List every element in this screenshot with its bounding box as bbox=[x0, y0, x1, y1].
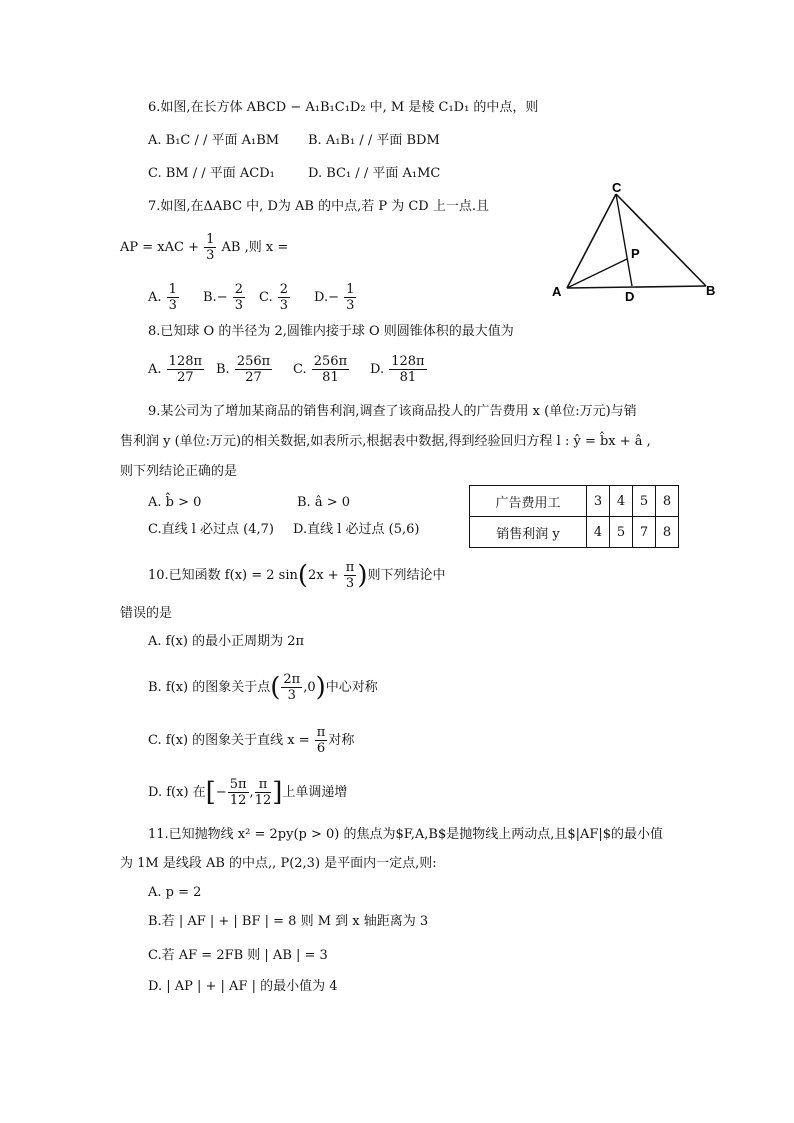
q10-option-a: A. f(x) 的最小正周期为 2π bbox=[148, 634, 305, 649]
q8-option-b: B. $\frac{256\pi}{27}$ bbox=[216, 354, 271, 385]
q10-option-c: C. f(x) 的图象关于直线 x = $\frac{\pi}{6}$ 对称 bbox=[148, 725, 355, 756]
q10-option-b: B. f(x) 的图象关于点( $\frac{2\pi}{3}$ ,0)中心对称 bbox=[148, 672, 378, 703]
table-row bbox=[470, 517, 679, 548]
table-cell: 8 bbox=[656, 486, 679, 517]
edge-ab bbox=[567, 286, 706, 288]
q8-option-c: C. $\frac{256\pi}{81}$ bbox=[293, 354, 348, 385]
q9-option-a: A. b̂ > 0 bbox=[148, 495, 202, 510]
table-cell: 3 bbox=[587, 486, 610, 517]
table-row bbox=[470, 486, 679, 517]
q6-option-c: C. BM / / 平面 ACD₁ bbox=[148, 166, 275, 181]
q6-stem: 6.如图,在长方体 ABCD − A₁B₁C₁D₂ 中, M 是棱 C₁D₁ 的中点，则 bbox=[148, 100, 539, 115]
q9-data-table bbox=[469, 485, 679, 548]
q9-option-b: B. â > 0 bbox=[297, 495, 350, 510]
q7-eq-left: AP = xAC + bbox=[120, 240, 199, 255]
q6-option-a: A. B₁C / / 平面 A₁BM bbox=[148, 133, 280, 148]
table-cell: 8 bbox=[656, 517, 679, 548]
q9-option-d: D.直线 l 必过点 (5,6) bbox=[293, 522, 420, 537]
q8-stem: 8.已知球 O 的半径为 2,圆锥内接于球 O 则圆锥体积的最大值为 bbox=[148, 324, 514, 339]
q11-option-d: D. | AP | + | AF | 的最小值为 4 bbox=[148, 979, 338, 994]
label-p: P bbox=[631, 246, 640, 261]
q11-line-2: 为 1M 是线段 AB 的中点,, P(2,3) 是平面内一定点,则: bbox=[120, 856, 437, 871]
q7-eq-fraction: $\frac{1}{3}$ bbox=[206, 232, 215, 263]
q10-stem: 10.已知函数 f(x) = 2 sin(2x + $\frac{\pi}{3}$ )则下列结论中 bbox=[148, 560, 446, 591]
q7-option-c: C. $\frac{2}{3}$ bbox=[259, 282, 289, 313]
q7-equation bbox=[120, 232, 288, 263]
q7-option-a: A. $\frac{1}{3}$ bbox=[148, 282, 177, 313]
table-cell: 5 bbox=[610, 517, 633, 548]
edge-ac bbox=[567, 194, 616, 288]
q9-option-c: C.直线 l 必过点 (4,7) bbox=[148, 522, 274, 537]
q6-option-b: B. A₁B₁ / / 平面 BDM bbox=[308, 133, 440, 148]
q9-line-2: 售利润 y (单位:万元)的相关数据,如表所示,根据表中数据,得到经验回归方程 l : ŷ = b̂x + â , bbox=[120, 434, 651, 449]
label-c: C bbox=[612, 180, 622, 195]
label-d: D bbox=[625, 289, 635, 304]
q11-option-c: C.若 AF = 2FB 则 | AB | = 3 bbox=[148, 948, 328, 963]
q7-eq-right: AB ,则 x = bbox=[221, 240, 289, 255]
segment-ap bbox=[567, 259, 627, 288]
table-cell: 5 bbox=[633, 486, 656, 517]
q11-option-b: B.若 | AF | + | BF | = 8 则 M 到 x 轴距离为 3 bbox=[148, 914, 429, 929]
q10-stem-2: 错误的是 bbox=[120, 606, 173, 621]
q11-line-1: 11.已知抛物线 x² = 2py(p > 0) 的焦点为$F,A,B$是抛物线上两动点,且$|AF|$的最小值 bbox=[148, 827, 664, 842]
q7-option-b: B.− $\frac{2}{3}$ bbox=[203, 282, 244, 313]
q7-option-d: D.− $\frac{1}{3}$ bbox=[314, 282, 355, 313]
q9-line-3: 则下列结论正确的是 bbox=[120, 464, 238, 479]
table-cell: 4 bbox=[587, 517, 610, 548]
q9-line-1: 9.某公司为了增加某商品的销售利润,调查了该商品投人的广告费用 x (单位:万元)与销 bbox=[148, 404, 637, 419]
table-row-header: 广告费用工 bbox=[470, 486, 587, 517]
q11-option-a: A. p = 2 bbox=[148, 885, 202, 900]
q10-option-d: D. f(x) 在[− $\frac{5\pi}{12}$ , $\frac{\pi}{12}$ ]上单调递增 bbox=[148, 777, 348, 808]
label-b: B bbox=[706, 283, 716, 298]
table-cell: 4 bbox=[610, 486, 633, 517]
q7-stem: 7.如图,在ΔABC 中, D为 AB 的中点,若 P 为 CD 上一点.且 bbox=[148, 199, 489, 214]
label-a: A bbox=[552, 284, 562, 299]
q6-option-d: D. BC₁ / / 平面 A₁MC bbox=[308, 166, 441, 181]
table-cell: 7 bbox=[633, 517, 656, 548]
table-row-header: 销售利润 y bbox=[470, 517, 587, 548]
triangle-figure bbox=[548, 180, 728, 305]
q8-option-d: D. $\frac{128\pi}{81}$ bbox=[370, 354, 425, 385]
q8-option-a: A. $\frac{128\pi}{27}$ bbox=[148, 354, 203, 385]
